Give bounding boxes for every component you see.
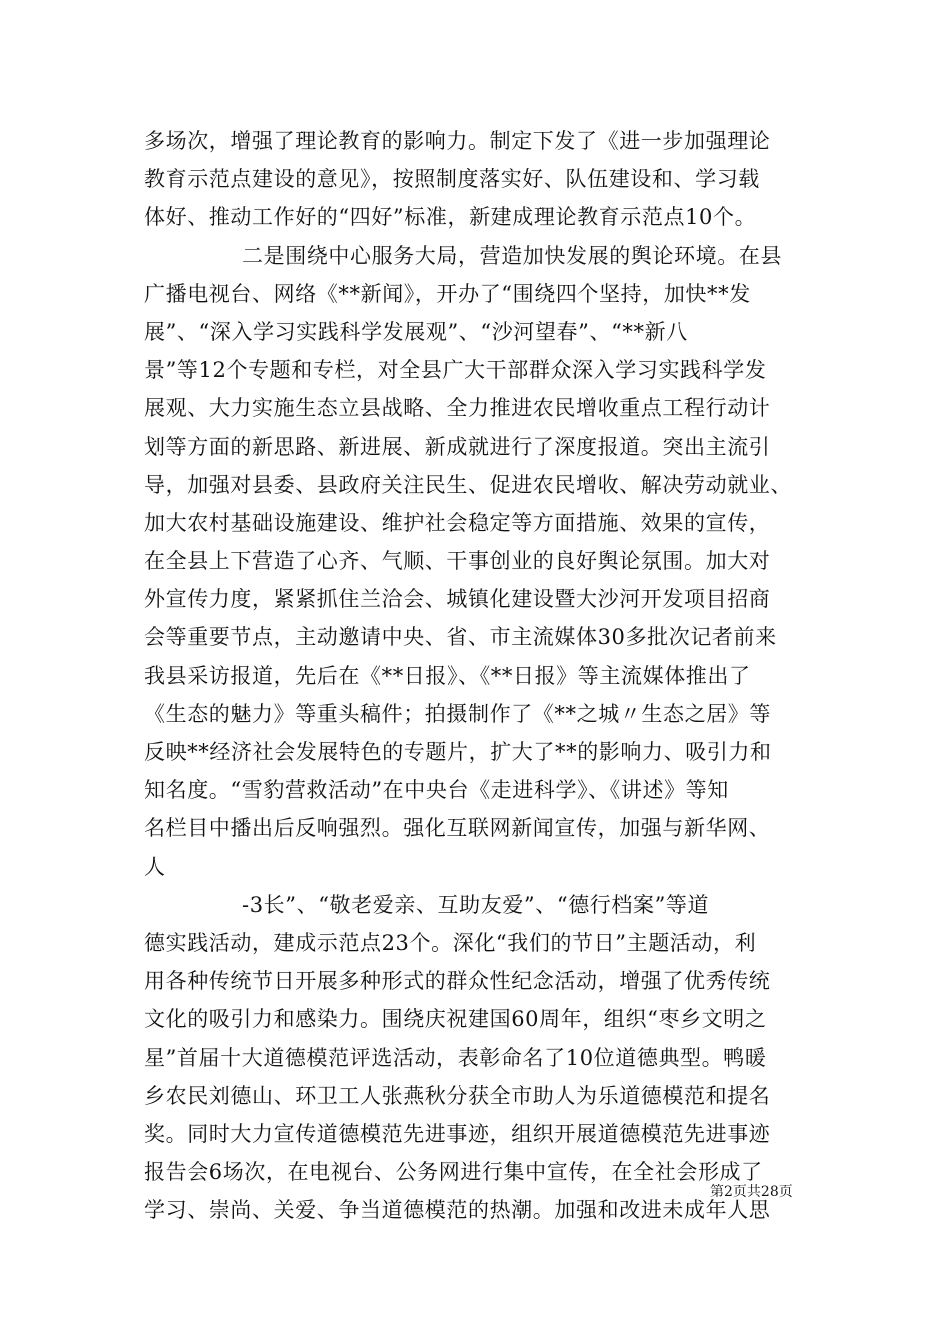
text-line: 展观、大力实施生态立县战略、全力推进农民增收重点工程行动计 [144, 396, 771, 421]
text-line: 报告会6场次，在电视台、公务网进行集中宣传，在全社会形成了 [144, 1160, 763, 1185]
paragraph-start-line: 二是围绕中心服务大局，营造加快发展的舆论环境。在县 [242, 243, 782, 268]
text-line: 学习、崇尚、关爱、争当道德模范的热潮。加强和改进未成年人思 [144, 1198, 771, 1223]
text-line: 加大农村基础设施建设、维护社会稳定等方面措施、效果的宣传， [144, 510, 771, 535]
text-line: 会等重要节点，主动邀请中央、省、市主流媒体30多批次记者前来 [144, 625, 777, 650]
text-line: 文化的吸引力和感染力。围绕庆祝建国60周年，组织“枣乡文明之 [144, 1007, 767, 1032]
text-line: 德实践活动，建成示范点23个。深化“我们的节日”主题活动，利 [144, 930, 757, 955]
text-line: 多场次，增强了理论教育的影响力。制定下发了《进一步加强理论 [144, 129, 771, 153]
text-line: 用各种传统节日开展多种形式的群众性纪念活动，增强了优秀传统 [144, 969, 771, 994]
text-line: 广播电视台、网络《**新闻》，开办了“围绕四个坚持，加快**发 [144, 281, 751, 306]
body-text [144, 122, 824, 1229]
text-line: 展”、“深入学习实践科学发展观”、“沙河望春”、“**新八 [144, 319, 688, 344]
text-line: 《生态的魅力》等重头稿件；拍摄制作了《**之城〃生态之居》等 [144, 701, 771, 726]
text-line: 在全县上下营造了心齐、气顺、干事创业的良好舆论氛围。加大对 [144, 549, 771, 574]
text-line: 教育示范点建设的意见》，按照制度落实好、队伍建设和、学习载 [144, 167, 760, 192]
text-line: 知名度。“雪豹营救活动”在中央台《走进科学》、《讲述》等知 [144, 778, 729, 803]
text-line: 我县采访报道，先后在《**日报》、《**日报》等主流媒体推出了 [144, 663, 751, 688]
text-line: 体好、推动工作好的“四好”标准，新建成理论教育示范点10个。 [144, 205, 757, 230]
text-line: 导，加强对县委、县政府关注民生、促进农民增收、解决劳动就业、 [144, 472, 792, 497]
text-line: 外宣传力度，紧紧抓住兰洽会、城镇化建设暨大沙河开发项目招商 [144, 587, 771, 612]
text-line: 乡农民刘德山、环卫工人张燕秋分获全市助人为乐道德模范和提名 [144, 1083, 771, 1108]
text-line: 星”首届十大道德模范评选活动，表彰命名了10位道德典型。鸭暖 [144, 1045, 767, 1070]
text-line: 景”等12个专题和专栏，对全县广大干部群众深入学习实践科学发 [144, 358, 767, 383]
text-line: 奖。同时大力宣传道德模范先进事迹，组织开展道德模范先进事迹 [144, 1121, 771, 1146]
text-line: 划等方面的新思路、新进展、新成就进行了深度报道。突出主流引 [144, 434, 771, 459]
paragraph-start-line: -3长”、“敬老爱亲、互助友爱”、“德行档案”等道 [242, 892, 710, 917]
text-line: 反映**经济社会发展特色的专题片，扩大了**的影响力、吸引力和 [144, 740, 772, 764]
text-line: 名栏目中播出后反响强烈。强化互联网新闻宣传，加强与新华网、 [144, 816, 771, 841]
text-line: 人 [144, 854, 166, 879]
page-number-footer: 第2页共28页 [710, 1184, 793, 1200]
